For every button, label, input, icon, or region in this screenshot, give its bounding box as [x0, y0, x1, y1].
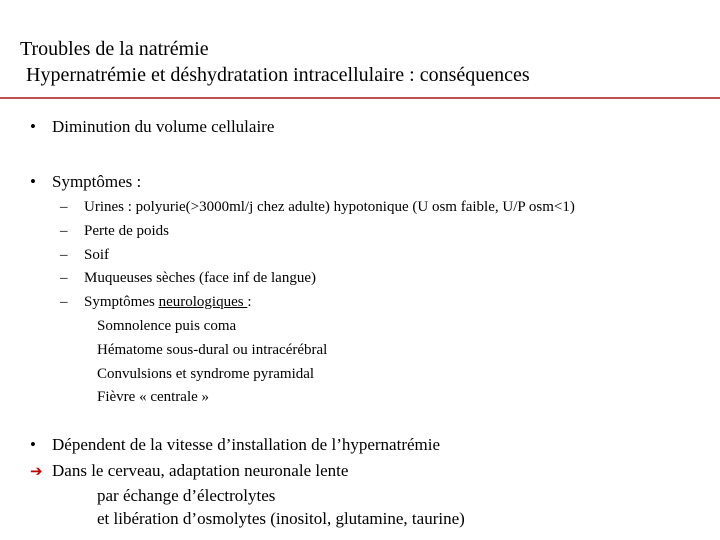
- neuro-detail: Hématome sous-dural ou intracérébral: [97, 341, 328, 358]
- symptom-item-neuro: [60, 291, 575, 315]
- dash-marker: –: [60, 199, 68, 215]
- symptom-text: Soif: [84, 246, 110, 263]
- neuro-suffix: :: [247, 294, 252, 311]
- symptom-text: Perte de poids: [84, 222, 169, 239]
- title-line-1: Troubles de la natrémie: [20, 38, 209, 60]
- arrow-text: Dans le cerveau, adaptation neuronale lente: [52, 461, 349, 480]
- symptom-item: [60, 267, 575, 291]
- bullet-marker: •: [30, 117, 36, 136]
- neuro-underlined: neurologiques: [158, 294, 248, 311]
- symptom-text: Urines : polyurie(>3000ml/j chez adulte) hypotonique (U osm faible, U/P osm<1): [84, 199, 575, 215]
- bullet-marker: •: [30, 435, 36, 454]
- neuro-detail: Fièvre « centrale »: [97, 389, 210, 406]
- bullet-text: Dépendent de la vitesse d’installation de l’hypernatrémie: [52, 435, 441, 454]
- right-arrow-icon: ➔: [30, 462, 43, 480]
- bullet-installation: [30, 432, 465, 530]
- bullet-row: [30, 432, 465, 458]
- symptom-list: [60, 196, 575, 410]
- neuro-detail: Convulsions et syndrome pyramidal: [97, 365, 315, 382]
- neuro-detail: Somnolence puis coma: [97, 317, 237, 334]
- dash-marker: –: [60, 246, 68, 263]
- symptom-item: [60, 196, 575, 220]
- bullet-text: Diminution du volume cellulaire: [52, 117, 275, 136]
- dash-marker: –: [60, 222, 68, 239]
- bullet-volume: [30, 117, 274, 137]
- bullet-text: Symptômes :: [52, 172, 142, 191]
- bullet-marker: •: [30, 172, 36, 191]
- arrow-detail: par échange d’électrolytes: [97, 486, 276, 505]
- arrow-detail: et libération d’osmolytes (inositol, glutamine, taurine): [97, 509, 465, 528]
- dash-marker: –: [60, 294, 68, 311]
- neuro-prefix: Symptômes: [84, 294, 159, 311]
- symptom-text: Muqueuses sèches (face inf de langue): [84, 270, 316, 287]
- slide-title: [20, 36, 530, 88]
- symptom-item: [60, 244, 575, 268]
- title-line-2: Hypernatrémie et déshydratation intracellulaire : conséquences: [26, 64, 530, 86]
- bullet-symptoms: [30, 172, 141, 192]
- dash-marker: –: [60, 270, 68, 287]
- title-divider: [0, 97, 720, 99]
- arrow-row: [30, 458, 465, 484]
- symptom-item: [60, 220, 575, 244]
